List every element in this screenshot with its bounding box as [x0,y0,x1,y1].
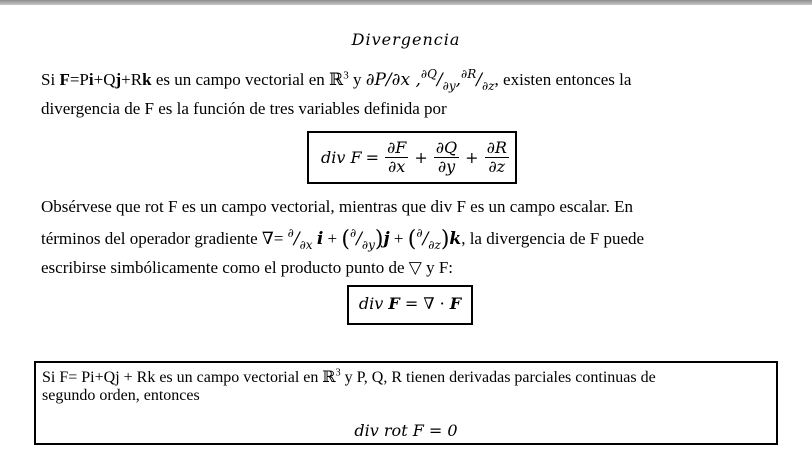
numerator: ∂Q [435,138,458,157]
window-top-edge [0,0,812,5]
partial-Q-y: $^{\partial Q}/_{\partial y}$ [420,67,456,93]
partial-z: ∂z [428,238,441,252]
partial-over-z: $^\partial/_{\partial z}$ [416,226,441,252]
unit-k: k [449,229,462,249]
exponent-3: 3 [335,367,341,379]
numerator: ∂R [486,138,507,157]
reals-symbol: ℝ [329,70,344,89]
theorem-text-b: y P, Q, R tienen derivadas parciales continuas de [340,369,656,386]
partial: ∂ [416,226,423,240]
plus-sign: + [465,148,479,167]
theorem-line-2: segundo orden, entonces [42,387,200,404]
text-existen: , existen entonces la [494,70,632,89]
formula-lhs: div F [321,148,362,167]
text-divergencia-puede: , la divergencia de F puede [461,229,645,248]
text-operador-gradiente: términos del operador gradiente ∇= [41,229,288,248]
text-y: y [348,70,366,89]
vector-j: j [115,70,122,89]
fraction-dQ-dy [434,139,459,176]
text-eq-P: =P [69,70,89,89]
right-paren: ) [440,227,450,252]
paragraph-2-line-1: Obsérvese que rot F es un campo vectorial, mientras que div F es un campo escalar. En [41,197,633,216]
unit-i: i [316,229,324,249]
unit-j: j [383,229,390,249]
partial: ∂ [349,226,357,240]
denominator: ∂z [485,157,509,176]
divergence-formula-box [307,131,517,184]
plus-sign: + [393,229,404,248]
paragraph-2-line-3: escribirse simbólicamente como el producto punto de ▽ y F: [41,258,454,277]
plus-sign: + [414,148,428,167]
div-label: div [358,294,389,313]
right-paren: ) [374,227,384,252]
vector-i: i [88,70,94,89]
theorem-equation: div rot F = 0 [354,421,458,440]
plus-sign: + [327,229,338,248]
denominator: ∂x [385,157,408,176]
fraction-dF-dx [385,139,408,176]
page-title: Divergencia [351,30,461,49]
vector-F: F [388,294,400,313]
fraction-dR-dz [485,139,509,176]
theorem-line-1 [42,367,656,387]
partial-over-y: $^\partial/_{\partial y}$ [349,226,375,252]
vector-F: F [59,70,70,89]
theorem-box [34,361,778,445]
comma: , [455,70,462,90]
paragraph-2-line-2 [41,226,644,252]
left-paren: ( [341,227,350,252]
vector-k: k [142,70,152,89]
text-plus-R: +R [121,70,143,89]
denominator: ∂y [434,157,459,176]
dot-product-formula-box [347,285,473,325]
left-paren: ( [407,227,417,252]
text-campo-vectorial: es un campo vectorial en [151,70,330,89]
partial-P-x: ∂P/∂x [365,70,411,90]
partial: ∂ [287,226,294,240]
partial-Q: ∂Q [420,67,437,81]
numerator: ∂F [387,138,407,157]
paragraph-1-line-2: divergencia de F es la función de tres variables definida por [41,99,447,118]
equals-sign: = [365,148,379,167]
partial-R: ∂R [461,67,477,81]
partial-y: ∂y [361,238,375,252]
partial-over-x: $^\partial/_{\partial x}$ [287,226,313,252]
equals-nabla-dot: = ∇ · [399,294,450,313]
paragraph-1-line-1 [41,67,631,93]
text-si: Si [41,70,60,89]
partial-x: ∂x [299,238,313,252]
divergence-formula [321,139,511,176]
partial-R-z: $^{\partial R}/_{\partial z}$ [461,67,495,93]
partial-y: ∂y [442,79,456,93]
comma: , [410,70,421,90]
vector-F: F [449,294,462,313]
partial-z: ∂z [482,79,495,93]
reals-symbol: ℝ [322,369,336,386]
theorem-text-a: Si F= Pi+Qj + Rk es un campo vectorial en [42,369,323,386]
text-plus-Q: +Q [93,70,116,89]
exponent-3: 3 [343,69,349,82]
